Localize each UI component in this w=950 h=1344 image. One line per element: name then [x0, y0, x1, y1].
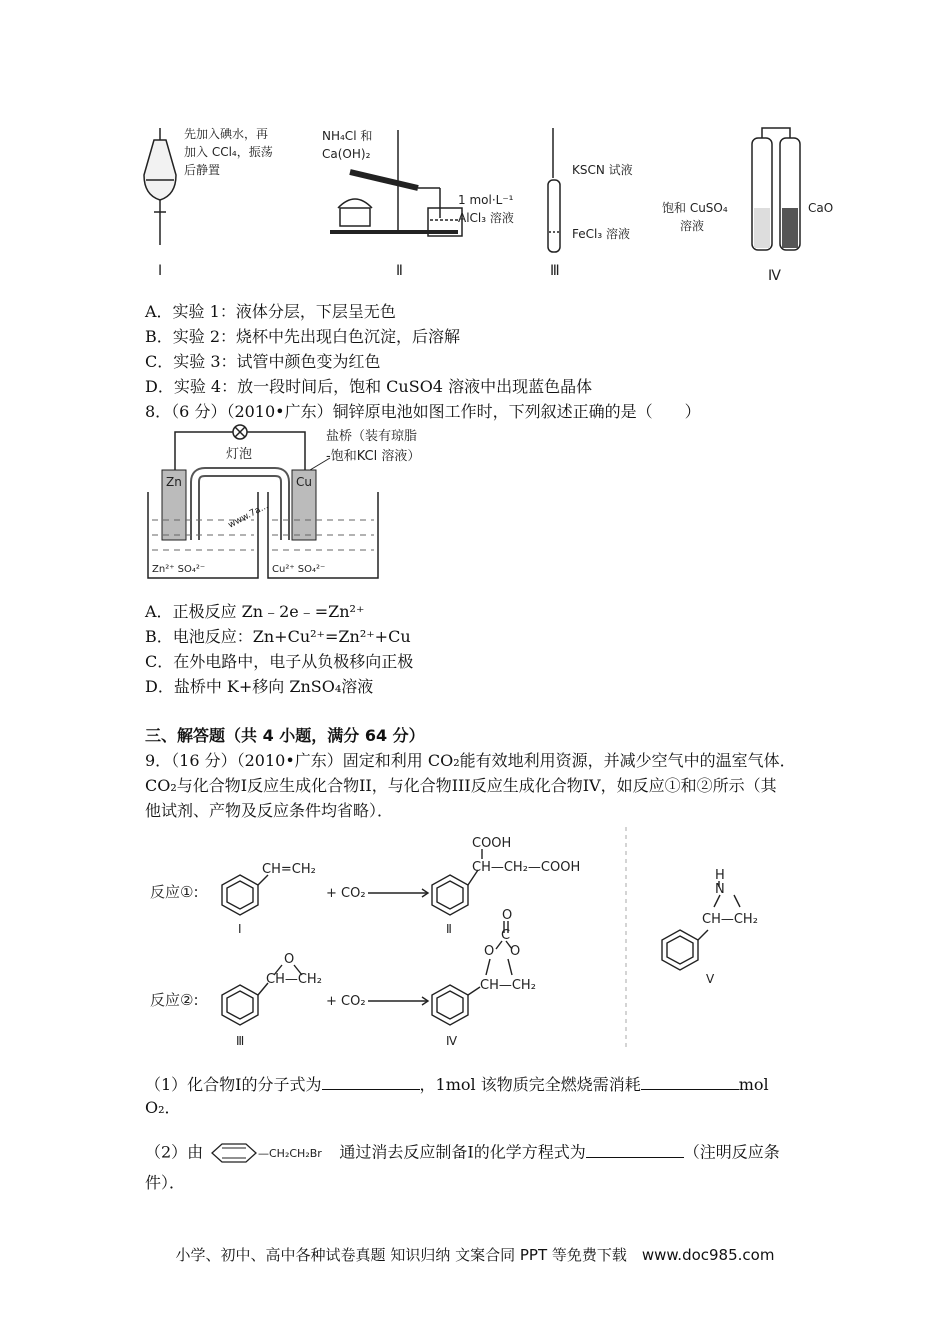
q8-option-d: D．盐桥中 K+移向 ZnSO₄溶液 [145, 677, 374, 696]
bridge-label-2: -饱和KCl 溶液） [326, 449, 421, 464]
aziridine-chain: CH—CH₂ [702, 912, 758, 927]
exp-label-i: Ⅰ [158, 263, 163, 279]
exp-i-text-1: 先加入碘水，再 [184, 127, 269, 141]
exp-ii-text-3: 1 mol·L⁻¹ [458, 193, 514, 207]
q8-option-b: B．电池反应：Zn+Cu²⁺=Zn²⁺+Cu [145, 627, 411, 646]
experiment-figure [140, 120, 860, 290]
reaction-1-label: 反应①: [150, 883, 199, 901]
answer-blank-equation[interactable] [586, 1142, 684, 1158]
cooh-top: COOH [472, 836, 512, 851]
q7-option-a: A．实验 1：液体分层，下层呈无色 [145, 302, 396, 321]
gas-apparatus [330, 130, 462, 236]
exp-i-text-2: 加入 CCl₄，振荡 [184, 145, 273, 159]
epoxide-chain: CH—CH₂ [266, 972, 322, 987]
reaction-figure [140, 825, 820, 1055]
exp-iv-text-3: CaO [808, 201, 834, 215]
co2-reactant-2: + CO₂ [326, 994, 366, 1009]
exp-i-text-3: 后静置 [184, 163, 221, 177]
carbonate-carbon: C [501, 928, 511, 943]
answer-blank-oxygen[interactable] [641, 1074, 739, 1090]
galvanic-cell-figure [140, 420, 460, 585]
q9-line-3: 他试剂、产物及反应条件均省略）． [145, 801, 394, 820]
connected-tubes [752, 128, 800, 250]
q8-option-c: C．在外电路中，电子从负极移向正极 [145, 652, 414, 671]
reaction-2-label: 反应②: [150, 991, 199, 1009]
exp-ii-text-2: Ca(OH)₂ [322, 147, 371, 161]
q7-option-d: D．实验 4：放一段时间后，饱和 CuSO4 溶液中出现蓝色晶体 [145, 377, 593, 396]
compound-label-iv: Ⅳ [446, 1034, 458, 1048]
test-tube-dropper [548, 128, 560, 252]
carbonate-ring-o-left: O [484, 944, 495, 959]
bulb-label: 灯泡 [226, 447, 253, 462]
section-heading: 三、解答题（共 4 小题，满分 64 分） [145, 726, 425, 745]
q8-stem: 8．（6 分）（2010•广东）铜锌原电池如图工作时，下列叙述正确的是（ ） [145, 402, 701, 421]
left-solution-label: Zn²⁺ SO₄²⁻ [152, 564, 206, 575]
exp-label-iv: Ⅳ [768, 268, 781, 284]
compound-label-i: I [238, 922, 242, 936]
compound-ii-chain: CH—CH₂—COOH [472, 860, 581, 875]
exp-iii-text-1: KSCN 试液 [572, 163, 633, 177]
q9-2-line-2: 件）． [145, 1173, 186, 1192]
compound-label-iii: Ⅲ [236, 1034, 245, 1048]
separatory-funnel [144, 128, 176, 245]
exp-ii-text-4: AlCl₃ 溶液 [458, 211, 514, 225]
cu-electrode-label: Cu [296, 475, 312, 489]
q9-2-text-a: （2）由 [145, 1142, 204, 1162]
bromoethylbenzene-structure [208, 1140, 334, 1166]
q9-1-line-2: O₂． [145, 1098, 181, 1117]
vinyl-group: CH=CH₂ [262, 862, 316, 877]
q9-1-text-a: （1）化合物Ⅰ的分子式为 [145, 1075, 322, 1094]
q9-1-text-b: ，1mol 该物质完全燃烧需消耗 [419, 1075, 641, 1094]
exp-iv-text-2: 溶液 [680, 219, 705, 233]
compound-label-v: V [706, 972, 715, 986]
q7-option-c: C．实验 3：试管中颜色变为红色 [145, 352, 381, 371]
exp-label-iii: Ⅲ [550, 263, 560, 279]
bridge-label-1: 盐桥（装有琼脂 [326, 429, 418, 444]
q9-2-line [145, 1140, 780, 1166]
epoxide-oxygen: O [284, 952, 295, 967]
carbonate-ring-o-right: O [510, 944, 521, 959]
page-footer: 小学、初中、高中各种试卷真题 知识归纳 文案合同 PPT 等免费下载 www.doc985.com [175, 1246, 775, 1264]
q8-option-a: A．正极反应 Zn﹣2e﹣=Zn²⁺ [145, 602, 365, 621]
aziridine-n: N [715, 882, 725, 897]
zn-electrode-label: Zn [166, 475, 182, 489]
bromoethyl-chain: —CH₂CH₂Br [258, 1147, 323, 1160]
exp-iv-text-1: 饱和 CuSO₄ [662, 201, 728, 215]
q9-1-text-c: mol [738, 1075, 769, 1094]
carbonate-carbonyl-o: O [502, 908, 513, 923]
answer-blank-formula[interactable] [322, 1074, 420, 1090]
q9-2-text-b: 通过消去反应制备Ⅰ的化学方程式为 [339, 1142, 586, 1162]
carbonate-chain: CH—CH₂ [480, 978, 536, 993]
exp-label-ii: Ⅱ [396, 263, 403, 279]
q9-1-line [145, 1074, 769, 1095]
q9-line-1: 9．（16 分）（2010•广东）固定和利用 CO₂能有效地利用资源，并减少空气中的温室气体． [145, 751, 796, 770]
q9-2-text-c: （注明反应条 [683, 1142, 780, 1162]
q9-line-2: CO₂与化合物I反应生成化合物II，与化合物III反应生成化合物IV，如反应①和②所示（其 [145, 776, 777, 795]
exp-ii-text-1: NH₄Cl 和 [322, 129, 373, 143]
exp-iii-text-2: FeCl₃ 溶液 [572, 227, 630, 241]
co2-reactant-1: + CO₂ [326, 886, 366, 901]
right-solution-label: Cu²⁺ SO₄²⁻ [272, 564, 326, 575]
q7-option-b: B．实验 2：烧杯中先出现白色沉淀，后溶解 [145, 327, 461, 346]
compound-label-ii: Ⅱ [446, 922, 452, 936]
aziridine-h: H [715, 868, 725, 883]
figure-watermark: www.7a... [226, 501, 271, 531]
